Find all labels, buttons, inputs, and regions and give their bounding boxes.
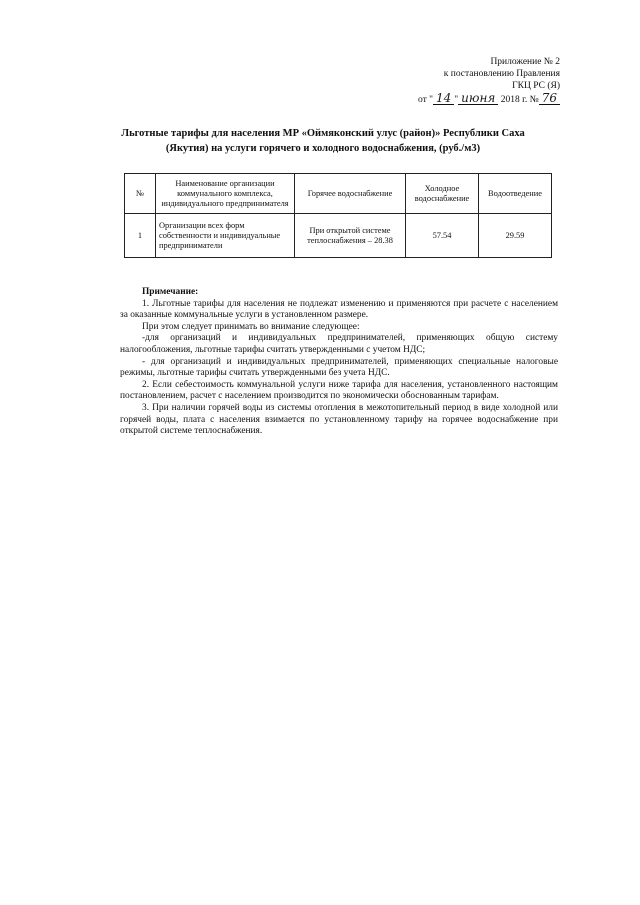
date-quote: " <box>454 95 459 105</box>
resolution-reference: к постановлению Правления <box>443 69 560 79</box>
notes-section <box>120 287 558 438</box>
note-paragraph-4: - для организаций и индивидуальных предпринимателей, применяющих специальные налоговые режимы, льготные тарифы считать утвержденными без учета НДС. <box>120 356 558 379</box>
handwritten-number: 76 <box>539 92 560 105</box>
cell-organization: Организации всех форм собственности и индивидуальные предприниматели <box>156 214 295 258</box>
cell-cold-water: 57.54 <box>406 214 479 258</box>
cell-hot-water: При открытой системе теплоснабжения – 28.38 <box>295 214 406 258</box>
date-prefix: от " <box>417 95 433 105</box>
cell-drainage: 29.59 <box>479 214 552 258</box>
cell-number: 1 <box>125 214 156 258</box>
handwritten-day: 14 <box>433 92 454 105</box>
table-row <box>125 214 552 258</box>
header-drainage: Водоотведение <box>479 174 552 214</box>
tariff-table <box>124 173 552 258</box>
handwritten-month: июня <box>458 92 498 105</box>
resolution-date-line <box>418 92 560 106</box>
year-text: 2018 г. № <box>500 95 539 105</box>
appendix-number: Приложение № 2 <box>490 57 560 67</box>
document-title: Льготные тарифы для населения МР «Оймяконский улус (район)» Республики Саха (Якутия) на услуги горячего и холодного водоснабжения, (руб./м3) <box>121 128 525 154</box>
notes-heading: Примечание: <box>142 287 199 297</box>
note-paragraph-1: 1. Льготные тарифы для населения не подлежат изменению и применяются при расчете с населением за оказанные коммунальные услуги в установленном размере. <box>120 298 558 321</box>
note-paragraph-5: 2. Если себестоимость коммунальной услуги ниже тарифа для населения, установленного настоящим постановлением, расчет с населением производится по экономически обоснованным тарифам. <box>120 379 558 402</box>
table-header-row <box>125 174 552 214</box>
note-paragraph-6: 3. При наличии горячей воды из системы отопления в межотопительный период в виде холодной или горячей воды, плата с населения взимается по установленному тарифу на горячее водоснабжение при открытой системе теплоснабжения. <box>120 402 558 437</box>
issuing-body: ГКЦ РС (Я) <box>512 81 560 91</box>
header-organization: Наименование организации коммунального комплекса, индивидуального предпринимателя <box>156 174 295 214</box>
header-hot-water: Горячее водоснабжение <box>295 174 406 214</box>
header-cold-water: Холодное водоснабжение <box>406 174 479 214</box>
appendix-header <box>418 56 560 106</box>
note-paragraph-3: -для организаций и индивидуальных предпринимателей, применяющих общую систему налогообложения, льготные тарифы считать утвержденными с учетом НДС; <box>120 333 558 355</box>
header-number: № <box>125 174 156 214</box>
note-paragraph-2: При этом следует принимать во внимание следующее: <box>142 321 360 332</box>
